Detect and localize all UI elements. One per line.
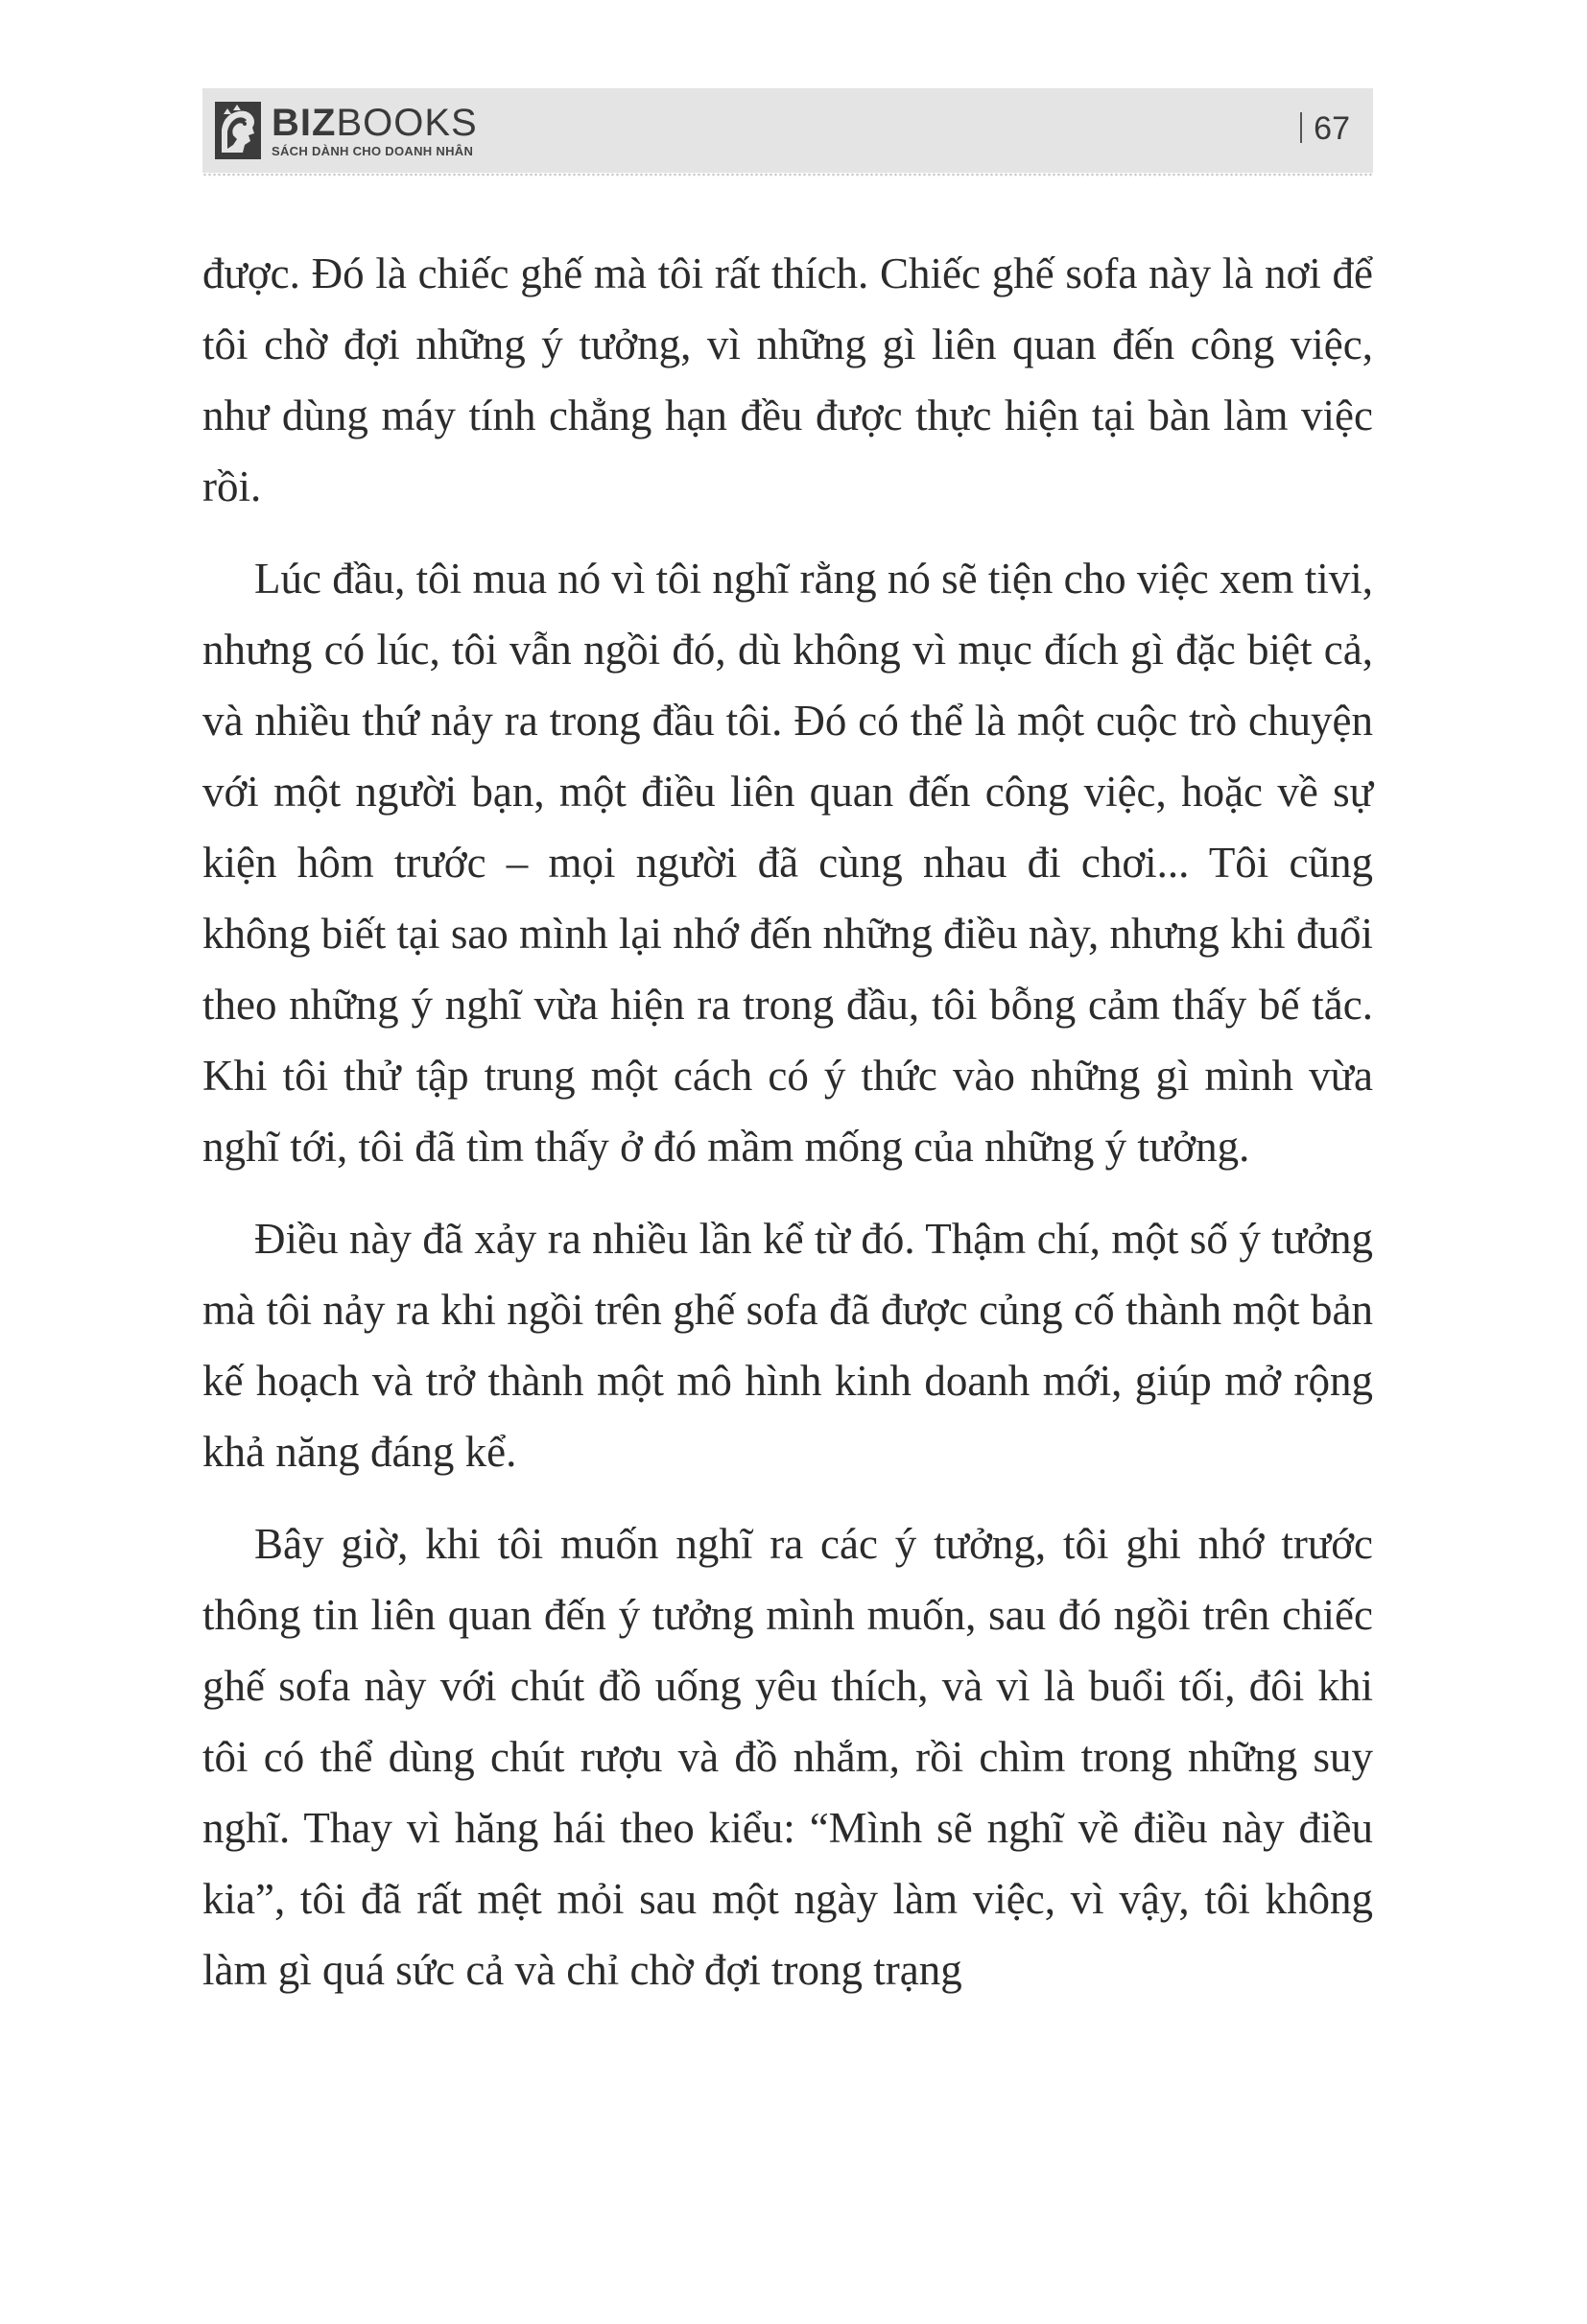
lion-emblem-icon xyxy=(214,101,262,160)
paragraph: được. Đó là chiếc ghế mà tôi rất thích. Chiếc ghế sofa này là nơi để tôi chờ đợi những ý tưởng, vì những gì liên quan đến công việc, như dùng máy tính chẳng hạn đều được thực hiện tại bàn làm việc rồi. xyxy=(202,249,1373,510)
brand-name xyxy=(272,101,478,144)
publisher-logo xyxy=(214,97,478,164)
logo-wordmark xyxy=(272,101,478,158)
paragraph: Lúc đầu, tôi mua nó vì tôi nghĩ rằng nó sẽ tiện cho việc xem tivi, nhưng có lúc, tôi vẫn ngồi đó, dù không vì mục đích gì đặc biệt cả, và nhiều thứ nảy ra trong đầu tôi. Đó có thể là một cuộc trò chuyện với một người bạn, một điều liên quan đến công việc, hoặc về sự kiện hôm trước – mọi người đã cùng nhau đi chơi... Tôi cũng không biết tại sao mình lại nhớ đến những điều này, nhưng khi đuổi theo những ý nghĩ vừa hiện ra trong đầu, tôi bỗng cảm thấy bế tắc. Khi tôi thử tập trung một cách có ý thức vào những gì mình vừa nghĩ tới, tôi đã tìm thấy ở đó mầm mống của những ý tưởng. xyxy=(202,555,1374,1171)
paragraph: Điều này đã xảy ra nhiều lần kể từ đó. Thậm chí, một số ý tưởng mà tôi nảy ra khi ngồi trên ghế sofa đã được củng cố thành một bản kế hoạch và trở thành một mô hình kinh doanh mới, giúp mở rộng khả năng đáng kể. xyxy=(202,1215,1373,1476)
brand-name-part1: BIZ xyxy=(272,101,337,144)
page-number xyxy=(1300,109,1350,148)
page-body xyxy=(202,238,1373,2005)
brand-name-part2: BOOKS xyxy=(336,101,478,144)
brand-tagline: SÁCH DÀNH CHO DOANH NHÂN xyxy=(272,143,474,158)
page-header xyxy=(202,88,1373,173)
page-number-divider xyxy=(1300,112,1302,143)
page-number-value: 67 xyxy=(1314,110,1350,147)
paragraph: Bây giờ, khi tôi muốn nghĩ ra các ý tưởng, tôi ghi nhớ trước thông tin liên quan đến ý tưởng mình muốn, sau đó ngồi trên chiếc ghế sofa này với chút đồ uống yêu thích, và vì là buổi tối, đôi khi tôi có thể dùng chút rượu và đồ nhắm, rồi chìm trong những suy nghĩ. Thay vì hăng hái theo kiểu: “Mình sẽ nghĩ về điều này điều kia”, tôi đã rất mệt mỏi sau một ngày làm việc, vì vậy, tôi không làm gì quá sức cả và chỉ chờ đợi trong trạng xyxy=(202,1520,1373,1994)
